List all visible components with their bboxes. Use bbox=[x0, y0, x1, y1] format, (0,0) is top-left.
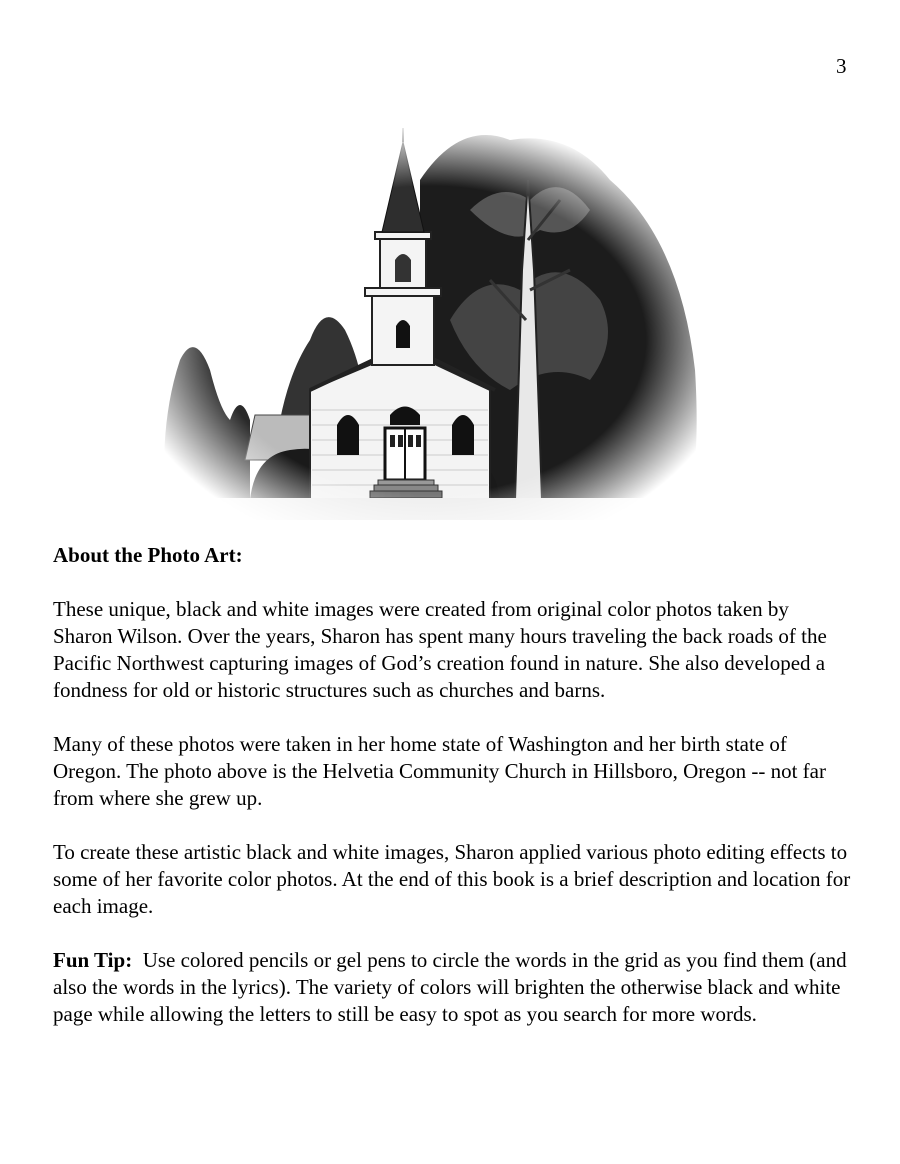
page-number: 3 bbox=[836, 54, 847, 78]
fun-tip-label: Fun Tip: bbox=[53, 948, 133, 972]
paragraph: Many of these photos were taken in her home state of Washington and her birth state of Oregon. The photo above is the Helvetia Community Church in Hillsboro, Oregon -- not far from where she grew up. bbox=[53, 732, 826, 810]
paragraph: To create these artistic black and white images, Sharon applied various photo editing effects to some of her favorite color photos. At the end of this book is a brief description and location for each image. bbox=[53, 840, 851, 918]
article-body bbox=[53, 542, 853, 1055]
paragraph: These unique, black and white images were created from original color photos taken by Sharon Wilson. Over the years, Sharon has spent many hours traveling the back roads of the Pacific Northwest capturing images of God’s creation found in nature. She also developed a fondness for old or historic structures such as churches and barns. bbox=[53, 597, 827, 702]
church-photo bbox=[150, 120, 710, 520]
section-heading: About the Photo Art: bbox=[53, 543, 243, 567]
fun-tip bbox=[53, 947, 853, 1028]
fun-tip-text: Use colored pencils or gel pens to circle the words in the grid as you find them (and also the words in the lyrics). The variety of colors will brighten the otherwise black and white page while allowing the letters to still be easy to spot as you search for more words. bbox=[53, 948, 852, 1026]
